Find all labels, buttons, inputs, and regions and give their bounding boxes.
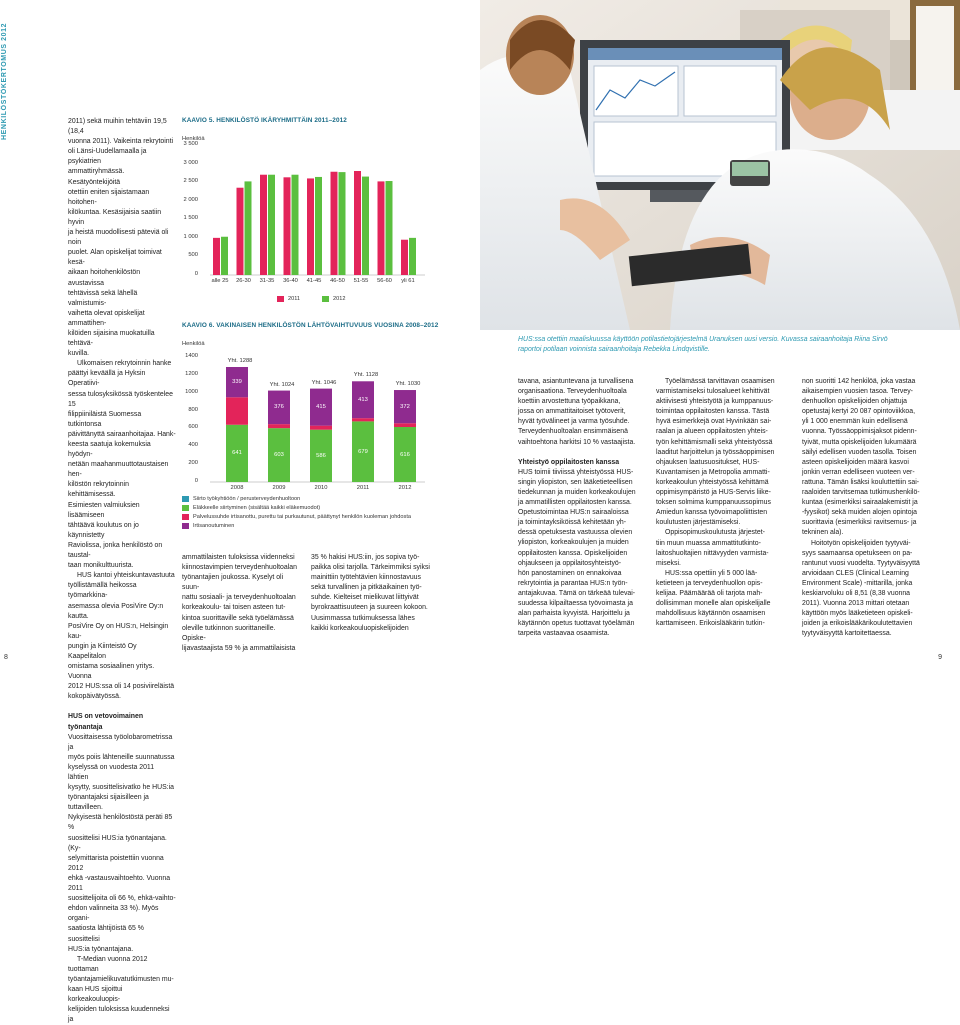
text-line: käytännön opetus tuottavat työelämän: [518, 620, 635, 628]
text-line: HUS:ssa opettiin yli 5 000 lää-: [665, 569, 758, 577]
chart5-bar-2012-56-60: [386, 181, 393, 275]
chart5-bar-2012-46-50: [339, 172, 346, 275]
text-line: hön panostaminen on ennakoivaa: [518, 569, 622, 577]
chart5-ytick: 2 000: [183, 196, 198, 203]
text-column-2-bottom: [182, 553, 300, 654]
text-line: tähtäävä koulutus on jo käynnistetty: [68, 521, 139, 539]
text-line: filippiiniläistä Suomessa tutkintonsa: [68, 410, 142, 428]
chart5-xtick: yli 61: [401, 278, 415, 284]
text-line: Uusimmassa tutkimuksessa lähes: [311, 614, 415, 622]
chart5-xtick: 46-50: [330, 278, 345, 284]
chart6-ytick: 0: [194, 478, 198, 484]
text-line: kuvilla.: [68, 350, 90, 358]
text-column-3-bottom: [311, 553, 433, 634]
chart5-ytick: 0: [194, 271, 198, 277]
chart6-segment-2012-2: [394, 423, 416, 427]
text-line: ammattilaisten tuloksissa viidenneksi: [182, 554, 295, 561]
chart6-total-label: Yht. 1030: [395, 381, 421, 388]
text-line: rekrytointia ja parantaa HUS:n työn-: [518, 579, 628, 587]
text-line: varmistamiseksi tulosalueet kehittivät: [656, 388, 770, 396]
text-line: ohjaukseen ja oppilaitosyhteistyö-: [518, 559, 622, 567]
text-line: non suoritti 142 henkilöä, joka vastaa: [802, 378, 916, 385]
text-line: rantunut vuosi vuodelta. Tyytyväisyyttä: [802, 559, 920, 567]
legend-swatch: [182, 505, 189, 511]
chart6-segment-label: 603: [274, 452, 284, 459]
text-line: säilyi edellisen vuoden tasolla. Toisen: [802, 448, 917, 456]
text-line: dessä opetuksesta vastuussa olevien: [518, 529, 633, 537]
chart5-bar-2011-yli 61: [401, 240, 408, 275]
text-line: Nykyisestä henkilöstöstä peräti 85 %: [68, 814, 173, 832]
text-line: mahdollisuus käytännön osaamisen: [656, 610, 766, 618]
chart6-total-label: Yht. 1288: [227, 358, 253, 364]
text-line: hyvä esimerkkejä ovat Hyvinkään sai-: [656, 418, 772, 426]
text-line: omistama sosiaalinen yritys. Vuonna: [68, 663, 155, 681]
text-line: 2011). Vuonna 2013 mittari otetaan: [802, 600, 910, 608]
chart5-bar-2012-31-35: [268, 175, 275, 275]
text-line: kintoa suorittaville sekä työelämässä: [182, 614, 294, 622]
chart6-ytick: 800: [188, 406, 198, 413]
text-line: tavana, asiantuntevana ja turvallisena: [518, 378, 634, 385]
text-line: suorittavia (esimerkiksi ravitsemus- ja: [802, 519, 917, 527]
text-line: hyvät työvälineet ja varma työsuhde.: [518, 418, 630, 426]
chart5-bar-2012-26-30: [245, 181, 252, 275]
text-line: Amiedun kanssa työvoimapoliittisten: [656, 509, 768, 517]
chart6-legend-item: [182, 505, 320, 511]
legend-swatch: [182, 514, 189, 520]
text-line: ketieteen ja terveydenhuollon opis-: [656, 579, 763, 587]
chart5-svg: [200, 140, 430, 280]
chart6-segment-label: 415: [316, 404, 326, 411]
text-line: kaan HUS sijoittui korkeakouluopis-: [68, 985, 123, 1004]
text-line: yliopiston, korkeakoulujen ja muiden: [518, 539, 629, 547]
text-line: korkeakoulun yhteistyössä kehittämä: [656, 478, 769, 486]
text-line: nattu sosiaali- ja terveydenhuoltoalan: [182, 594, 296, 602]
text-line: koettiin arvostettuna työpaikkana,: [518, 398, 621, 406]
text-line: toimintaa oppilaitosten kanssa. Tästä: [656, 408, 770, 416]
text-line: sekä turvallinen ja pitkäaikainen työ-: [311, 584, 422, 592]
page-number-right: 9: [938, 654, 942, 661]
chart6-segment-label: 586: [316, 452, 326, 459]
paragraph: [68, 117, 176, 359]
chart6-total-label: Yht. 1024: [269, 381, 295, 388]
chart5-xtick: alle 25: [211, 278, 229, 284]
text-line: Raviolissa, jonka henkilöstö on taustal-: [68, 541, 163, 560]
text-line: paikka olisi tarjolla. Tärkeimmiksi syiksi: [311, 564, 430, 572]
text-line: kyselyssä on vuodesta 2011 lähtien: [68, 763, 155, 781]
text-line: kuntaa (esimerkiksi sairaalakemistit ja: [802, 499, 918, 507]
text-line: tiin muun muassa ammattitutkinto-: [656, 539, 761, 547]
text-line: aikaisempien vuosien tasoa. Tervey-: [802, 388, 913, 396]
paragraph: [802, 377, 932, 539]
text-line: keesta saatuja kokemuksia hyödyn-: [68, 441, 151, 459]
text-line: ammattiryhmässä. Kesätyöntekijöitä: [68, 168, 125, 186]
text-line: suosittelijoita oli 66 %, ehkä-vaihto-: [68, 895, 176, 903]
chart5-bar-2011-41-45: [307, 178, 314, 275]
text-line: Opetustoimintaa HUS:n sairaaloissa: [518, 509, 629, 517]
text-line: tyivät, mutta opiskelijoiden lukumäärä: [802, 438, 917, 446]
text-line: käyttöön myös lääketieteen opiskeli-: [802, 610, 913, 618]
text-line: syys saamaansa opetukseen on pa-: [802, 549, 913, 557]
text-line: oleville tutkinnon suorittaneille. Opiske-: [182, 624, 276, 642]
text-line: selymittarista poistettiin vuonna 2012: [68, 854, 164, 872]
chart6-segment-2010-2: [310, 426, 332, 430]
chart5-ytick: 1 500: [183, 215, 198, 222]
text-line: kaikki korkeakouluopiskelijoiden: [311, 624, 409, 632]
text-line: keskiarvoluku oli 8,51 (8,38 vuonna: [802, 589, 911, 597]
text-column-4: [518, 377, 644, 639]
paragraph: [518, 377, 644, 448]
text-line: 2011) sekä muihin tehtäviin 19,5 (18,4: [68, 118, 167, 136]
text-line: vuonna. Työssäoppimisjaksot pidenn-: [802, 428, 917, 436]
text-line: vuonna 2011). Vaikeinta rekrytointi: [68, 138, 174, 146]
chart6-legend-item: [182, 496, 300, 502]
text-line: sessa tulosyksikössä työskentelee 15: [68, 390, 173, 408]
chart6-unit: Henkilöä: [182, 341, 205, 347]
text-line: työnantajaksi sijaisilleen ja tuttavilleen.: [68, 794, 149, 812]
text-line: ohjauksen laatusuositukset, HUS-: [656, 458, 760, 466]
text-line: kilökuntaa. Kesäsijaisia saatiin hyvin: [68, 208, 162, 226]
text-line: byrokraattisuuteen ja suureen kokoon.: [311, 604, 428, 612]
text-line: rattuna. Tämän lisäksi kouluttettiin sai-: [802, 478, 920, 486]
photo-nurses: [480, 0, 960, 330]
legend-label-2011: 2011: [288, 296, 301, 302]
chart6-total-label: Yht. 1128: [353, 372, 379, 379]
chart6-segment-2009-2: [268, 424, 290, 428]
chart5-bar-2011-26-30: [237, 188, 244, 275]
photo-caption: HUS:ssa otettiin maaliskuussa käyttöön potilastietojärjestelmä Uranuksen uusi versio. Kuvassa sairaanhoitaja Riina Sirvö raportoi potilaan voinnista sairaanhoitaja Rebekka Lindqvistille.: [518, 336, 888, 353]
paragraph: [68, 955, 176, 1025]
text-line: asteen opiskelijoiden määrä kasvoi: [802, 458, 909, 466]
legend-label-2012: 2012: [333, 296, 346, 302]
photo-illustration: [480, 0, 960, 330]
text-line: raaloiden tarvitsemaa tutkimushenkilö-: [802, 489, 920, 497]
chart6-xtick: 2011: [356, 485, 370, 491]
text-line: suhde. Kielteiset mielikuvat liittyivät: [311, 594, 419, 602]
text-line: tehtävissä sekä lähellä valmistumis-: [68, 289, 138, 307]
chart5-bar-2012-41-45: [315, 177, 322, 275]
chart5-bar-2011-36-40: [284, 177, 291, 275]
chart6-xtick: 2008: [230, 485, 244, 491]
chart6-segment-label: 641: [232, 450, 242, 457]
text-line: singin yliopiston, sen lääketieteellisen: [518, 478, 633, 486]
chart6-segment-label: 376: [274, 404, 284, 411]
running-head: HENKILÖSTÖKERTOMUS 2012: [0, 0, 14, 667]
text-line: -fyysikot) sekä muiden alojen opintoja: [802, 509, 917, 517]
text-column-5: [656, 377, 788, 629]
chart6-ytick: 1200: [185, 370, 198, 377]
chart6-ytick: 1400: [185, 353, 198, 359]
chart6-svg: [200, 345, 430, 485]
chart5-bar-2012-alle 25: [221, 237, 228, 275]
text-line: jonkin verran edelliseen vuoteen ver-: [802, 468, 915, 476]
text-line: oppimisympäristö ja HUS-Servis liike-: [656, 489, 771, 497]
chart5-bar-2012-51-55: [362, 177, 369, 275]
legend-label: Irtisanoutuminen: [193, 523, 235, 529]
text-column-1: [68, 117, 176, 1025]
chart6-title: KAAVIO 6. VAKINAISEN HENKILÖSTÖN LÄHTÖVAIHTUVUUS VUOSINA 2008–2012: [182, 322, 439, 329]
text-line: Vuosittaisessa työolobarometrissa ja: [68, 733, 173, 751]
text-line: ja toimintayksiköissä kehitetään yh-: [518, 519, 627, 527]
text-line: lijavastaajista 59 % ja ammattilaisista: [182, 644, 296, 652]
chart5-ytick: 1 000: [183, 233, 198, 240]
text-line: tekninen ala).: [802, 529, 844, 537]
chart6-segment-label: 413: [358, 396, 368, 403]
chart6-segment-label: 616: [400, 451, 410, 458]
text-line: suudessa kilpailtaessa työvoimasta ja: [518, 599, 633, 607]
text-line: kiinnostavimpien terveydenhuoltoalan: [182, 564, 297, 572]
paragraph: [656, 528, 788, 568]
paragraph: [518, 468, 644, 640]
paragraph: [68, 733, 176, 955]
text-line: denhuollon opiskelijoiden ohjattuja: [802, 398, 907, 406]
text-line: ja ammatillisten oppilaitosten kanssa.: [518, 499, 632, 507]
legend-swatch: [182, 496, 189, 502]
text-line: dollisimman monelle alan opiskelijalle: [656, 600, 771, 608]
paragraph: [182, 553, 300, 654]
text-line: työllistämällä heikossa työmarkkina-: [68, 582, 137, 600]
text-line: tarpeita vastaavaa osaamista.: [518, 630, 610, 638]
chart6-segment-label: 372: [400, 403, 410, 410]
text-line: ehdon valinneita 33 %). Myös organi-: [68, 905, 159, 923]
text-line: Kuvantamisen ja Metropolia ammatti-: [656, 468, 770, 476]
chart5-ytick: 3 000: [183, 159, 198, 166]
legend-swatch-2011: [277, 296, 284, 302]
text-line: myös poiis lähteneille suunnatussa: [68, 753, 175, 761]
chart5-bar-2011-46-50: [331, 172, 338, 275]
text-line: tyytyväisyyttä kartoitettaessa.: [802, 630, 892, 638]
text-line: päättyi keväällä ja Hyksin Operatiivi-: [68, 370, 146, 388]
text-line: PosiVire Oy on HUS:n, Helsingin kau-: [68, 622, 169, 640]
text-line: kelijaa. Päämäärää oli tarjota mah-: [656, 589, 763, 597]
text-line: arvioidaan CLES (Clinical Learning: [802, 569, 909, 577]
text-line: saatiosta lähtijöistä 65 % suosittelisi: [68, 925, 144, 943]
text-line: otettiin eniten sijaistamaan hoitohen-: [68, 188, 150, 206]
text-line: kokopäivätyössä.: [68, 693, 121, 701]
chart5-bar-2012-36-40: [292, 175, 299, 275]
text-line: työantajamielikuvatutkimusten mu-: [68, 975, 174, 983]
text-line: ehkä -vastausvaihtoehto. Vuonna 2011: [68, 874, 171, 893]
text-line: oli Länsi-Uudellamaalla ja psykiatrien: [68, 148, 147, 166]
text-line: Terveydenhuoltoalan ensimmäisenä: [518, 428, 628, 436]
text-line: tiedekunnan ja muiden korkeakoulujen: [518, 488, 636, 496]
chart5-ytick: 500: [188, 252, 198, 259]
spacer: [68, 702, 176, 712]
paragraph: [68, 571, 176, 702]
text-line: vaihetta olevat opiskelijat ammattihen-: [68, 309, 145, 327]
chart5-ytick: 2 500: [183, 178, 198, 185]
text-line: koulutusten järjestämiseksi.: [656, 519, 741, 527]
text-line: Environment Scale) -mittarilla, jonka: [802, 579, 913, 587]
chart6-legend-item: [182, 523, 234, 529]
text-line: oppilaitosten kanssa. Opiskelijoiden: [518, 549, 628, 557]
text-line: T-Median vuonna 2012 tuottaman: [68, 955, 148, 973]
page-number-left: 8: [4, 654, 8, 661]
paragraph: [68, 359, 176, 571]
chart6-ytick: 200: [188, 460, 198, 467]
text-line: Hoitotyön opiskelijoiden tyytyväi-: [811, 539, 911, 547]
chart6-legend-item: [182, 514, 411, 520]
chart6-xtick: 2012: [398, 485, 412, 491]
text-line: puolet. Alan opiskelijat toimivat kesä-: [68, 249, 162, 267]
text-line: työn kehittämismalli sekä yhteistyössä: [656, 438, 773, 446]
chart6-segment-2008-2: [226, 397, 248, 425]
text-line: kilöiden sijaisina muokatuilla tehtävä-: [68, 329, 155, 348]
text-line: joiden ja erikoislääkärikoulutettavien: [802, 620, 913, 628]
text-line: miseksi.: [656, 559, 681, 567]
chart6-segment-label: 339: [232, 379, 242, 386]
text-line: pungin ja Kiinteistö Oy Kaapelitalon: [68, 642, 137, 660]
text-line: päivittänyttä sairaanhoitajaa. Hank-: [68, 430, 176, 438]
text-line: yli 1 000 enemmän kuin edellisenä: [802, 418, 908, 426]
chart5-ytick: 3 500: [183, 141, 198, 147]
text-line: HUS kantoi yhteiskuntavastuuta: [77, 572, 175, 580]
chart5-title: KAAVIO 5. HENKILÖSTÖ IKÄRYHMITTÄIN 2011–2012: [182, 117, 347, 124]
chart5-bar-2011-51-55: [354, 171, 361, 275]
text-line: laitoshuoltajien nittävyyden varmista-: [656, 549, 769, 557]
chart5-bar-2011-31-35: [260, 175, 267, 275]
text-line: Työelämässä tarvittavan osaamisen: [665, 378, 775, 385]
section-heading: Yhteistyö oppilaitosten kanssa: [518, 458, 620, 466]
chart5-bar-2011-56-60: [378, 181, 385, 275]
chart5-xtick: 51-55: [353, 278, 369, 284]
text-line: alan parhaista kyvyistä. Harjoittelu ja: [518, 610, 630, 618]
text-column-6: [802, 377, 932, 639]
chart5-xtick: 31-35: [259, 278, 275, 284]
legend-swatch-2012: [322, 296, 329, 302]
chart5-xtick: 26-30: [236, 278, 251, 284]
text-line: aktiivisesti yhteistyötä ja kumppanuus-: [656, 398, 774, 406]
paragraph: [311, 553, 433, 634]
chart5-bar-2011-alle 25: [213, 238, 220, 275]
text-line: raalan ja alueen oppilaitosten yhteis-: [656, 428, 768, 436]
legend-label: Eläkkeelle siirtyminen (sisältää kaikki eläkemuodot): [193, 505, 321, 511]
text-line: antajakuvaa. Tämä on tärkeää tulevai-: [518, 589, 636, 597]
text-line: kelijoiden tuloksissa kuudenneksi ja: [68, 1006, 170, 1024]
text-line: kilöstön rekrytoinnin kehittämisessä.: [68, 481, 129, 499]
text-line: toksen solmima kumppanuussopimus: [656, 499, 771, 507]
chart6-total-label: Yht. 1046: [311, 379, 337, 386]
chart5-xtick: 41-45: [306, 278, 322, 284]
legend-swatch: [182, 523, 189, 529]
text-line: Esimiesten valmiuksien lisäämiseen: [68, 501, 140, 519]
text-line: aikaan hoitohenkilöstön avustavissa: [68, 269, 141, 287]
text-line: jossa on ammattitaitoiset työtoverit,: [518, 408, 626, 416]
chart6-ytick: 600: [188, 424, 198, 431]
text-line: asemassa olevia PosiVire Oy:n kautta.: [68, 602, 164, 620]
text-line: organisaationa. Terveydenhuoltoala: [518, 388, 627, 396]
paragraph: [802, 539, 932, 640]
paragraph: [656, 377, 788, 528]
chart5-legend: [277, 296, 345, 302]
legend-label: Siirto työkyhtiöön / perusterveydenhuoltoon: [193, 496, 301, 502]
text-line: netään maahanmuuttotaustaisen hen-: [68, 461, 169, 479]
chart5-xtick: 56-60: [377, 278, 392, 284]
text-line: työnantajien joukossa. Kyselyt oli suun-: [182, 574, 284, 592]
text-line: mainittiin työtehtävien kiinnostavuus: [311, 574, 421, 582]
section-heading: HUS on vetovoimainen työnantaja: [68, 713, 144, 731]
text-line: 2012 HUS:ssa oli 14 posiviireläistä: [68, 683, 175, 691]
chart5-xtick: 36-40: [283, 278, 298, 284]
text-line: 35 % hakisi HUS:iin, jos sopiva työ-: [311, 554, 420, 561]
text-line: Ulkomaisen rekrytoinnin hanke: [77, 360, 172, 368]
chart6-segment-2011-2: [352, 418, 374, 421]
text-line: karttamiseen. Erikoislääkärin tutkin-: [656, 620, 765, 628]
text-line: taan monikulttuurista.: [68, 562, 134, 570]
text-line: opetustaj kertyi 20 087 opintoviikkoa,: [802, 408, 915, 416]
text-line: ja heistä muodollisesti päteviä oli noin: [68, 229, 169, 247]
text-line: suosittelisi HUS:ia työnantajana. (Ky-: [68, 834, 167, 852]
legend-label: Palvelussuhde irtisanottu, purettu tai purkautunut, päättynyt henkilön kuoleman johdosta: [193, 514, 411, 520]
chart5-unit: Henkilöä: [182, 136, 205, 142]
chart6-ytick: 400: [188, 442, 198, 449]
text-line: laaditut harjoittelun ja työssäoppimisen: [656, 448, 775, 456]
chart6-xtick: 2010: [314, 485, 328, 491]
text-line: HUS toimii tiiviissä yhteistyössä HUS-: [518, 468, 634, 476]
chart6-ytick: 1000: [185, 388, 198, 395]
chart6-xtick: 2009: [272, 485, 286, 491]
chart6-segment-label: 679: [358, 448, 368, 455]
text-line: korkeakoulu- tai toisen asteen tut-: [182, 604, 286, 612]
text-line: kysytty, suosittelisivatko he HUS:ia: [68, 784, 174, 792]
text-line: vaihtoehtona harkitsi 10 % vastaajista.: [518, 438, 636, 446]
chart5-bar-2012-yli 61: [409, 238, 416, 275]
paragraph: [656, 569, 788, 630]
text-line: Oppisopimuskoulutusta järjestet-: [665, 529, 765, 537]
text-line: HUS:ia työnantajana.: [68, 945, 134, 953]
spacer: [518, 448, 644, 458]
